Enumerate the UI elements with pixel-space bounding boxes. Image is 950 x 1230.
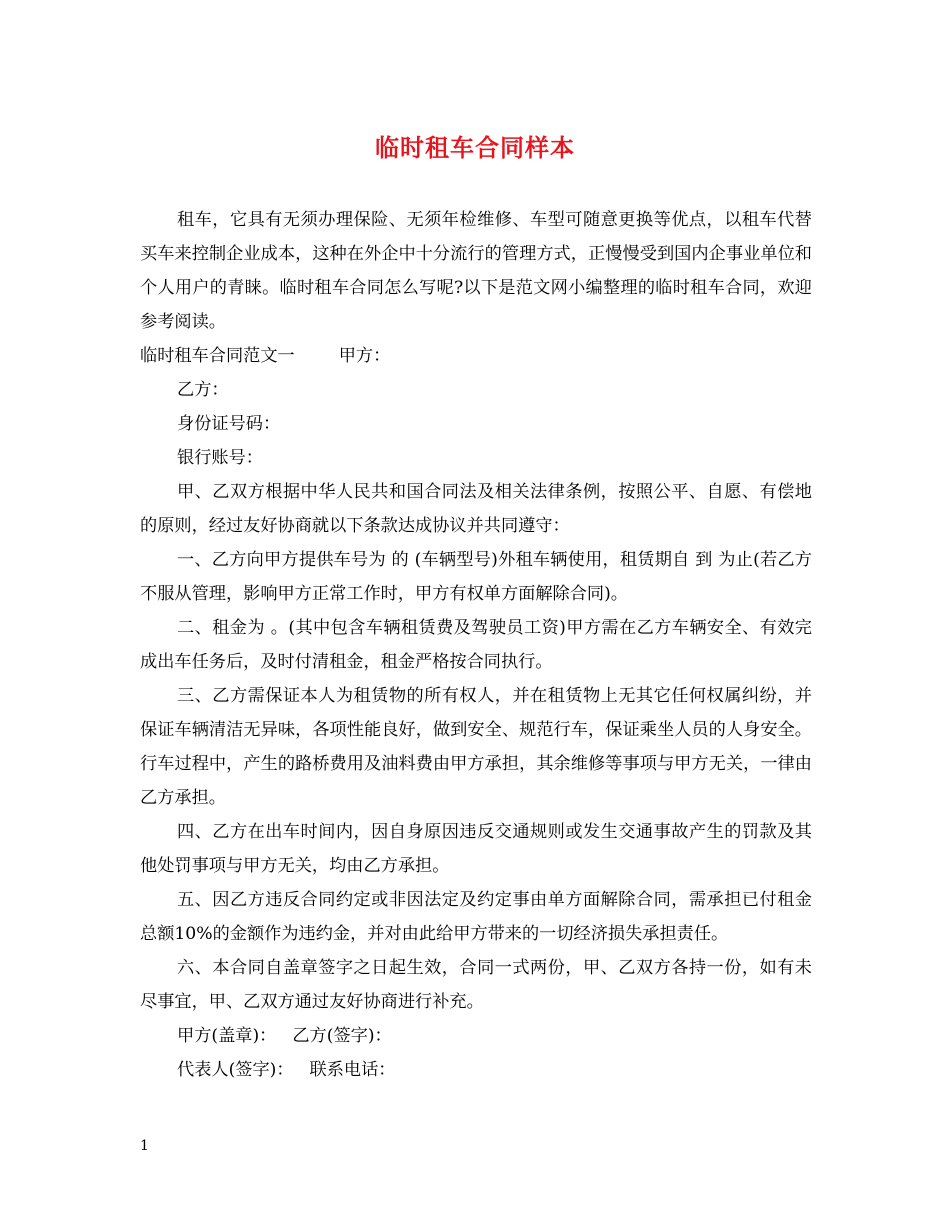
signature-line-2 xyxy=(140,1053,812,1087)
clause-4: 四、乙方在出车时间内，因自身原因违反交通规则或发生交通事故产生的罚款及其他处罚事项与甲方无关，均由乙方承担。 xyxy=(140,822,812,876)
party-b-label: 乙方： xyxy=(177,380,229,400)
sign-phone: 联系电话： xyxy=(309,1060,396,1080)
bank-account-label: 银行账号： xyxy=(177,448,263,468)
sample-heading: 临时租车合同范文一 xyxy=(140,346,295,366)
id-number-label: 身份证号码： xyxy=(177,414,281,434)
document-body xyxy=(140,203,812,1087)
intro-paragraph: 租车，它具有无须办理保险、无须年检维修、车型可随意更换等优点，以租车代替买车来控制企业成本，这种在外企中十分流行的管理方式，正慢慢受到国内企事业单位和个人用户的青睐。临时租车合同怎么写呢?以下是范文网小编整理的临时租车合同，欢迎参考阅读。 xyxy=(140,210,812,332)
signature-line-1 xyxy=(140,1019,812,1053)
page-number: 1 xyxy=(140,1138,149,1154)
sign-party-a: 甲方(盖章)： xyxy=(177,1026,277,1046)
sign-representative: 代表人(签字)： xyxy=(177,1060,294,1080)
clause-2: 二、租金为 。(其中包含车辆租赁费及驾驶员工资)甲方需在乙方车辆安全、有效完成出车任务后，及时付清租金，租金严格按合同执行。 xyxy=(140,618,812,672)
clause-6: 六、本合同自盖章签字之日起生效，合同一式两份，甲、乙双方各持一份，如有未尽事宜，甲、乙双方通过友好协商进行补充。 xyxy=(140,958,812,1012)
clause-3: 三、乙方需保证本人为租赁物的所有权人，并在租赁物上无其它任何权属纠纷，并保证车辆清洁无异味，各项性能良好，做到安全、规范行车，保证乘坐人员的人身安全。行车过程中，产生的路桥费用及油料费由甲方承担，其余维修等事项与甲方无关，一律由乙方承担。 xyxy=(140,686,812,808)
sign-party-b: 乙方(签字)： xyxy=(292,1026,392,1046)
clause-1: 一、乙方向甲方提供车号为 的 (车辆型号)外租车辆使用，租赁期自 到 为止(若乙方不服从管理，影响甲方正常工作时，甲方有权单方面解除合同)。 xyxy=(140,550,812,604)
party-a-label: 甲方： xyxy=(338,346,391,366)
clause-5: 五、因乙方违反合同约定或非因法定及约定事由单方面解除合同，需承担已付租金总额10%的金额作为违约金，并对由此给甲方带来的一切经济损失承担责任。 xyxy=(140,890,812,944)
preamble-paragraph: 甲、乙双方根据中华人民共和国合同法及相关法律条例，按照公平、自愿、有偿地的原则，经过友好协商就以下条款达成协议并共同遵守： xyxy=(140,482,812,536)
sample-heading-line xyxy=(140,339,812,373)
document-title: 临时租车合同样本 xyxy=(375,133,575,162)
